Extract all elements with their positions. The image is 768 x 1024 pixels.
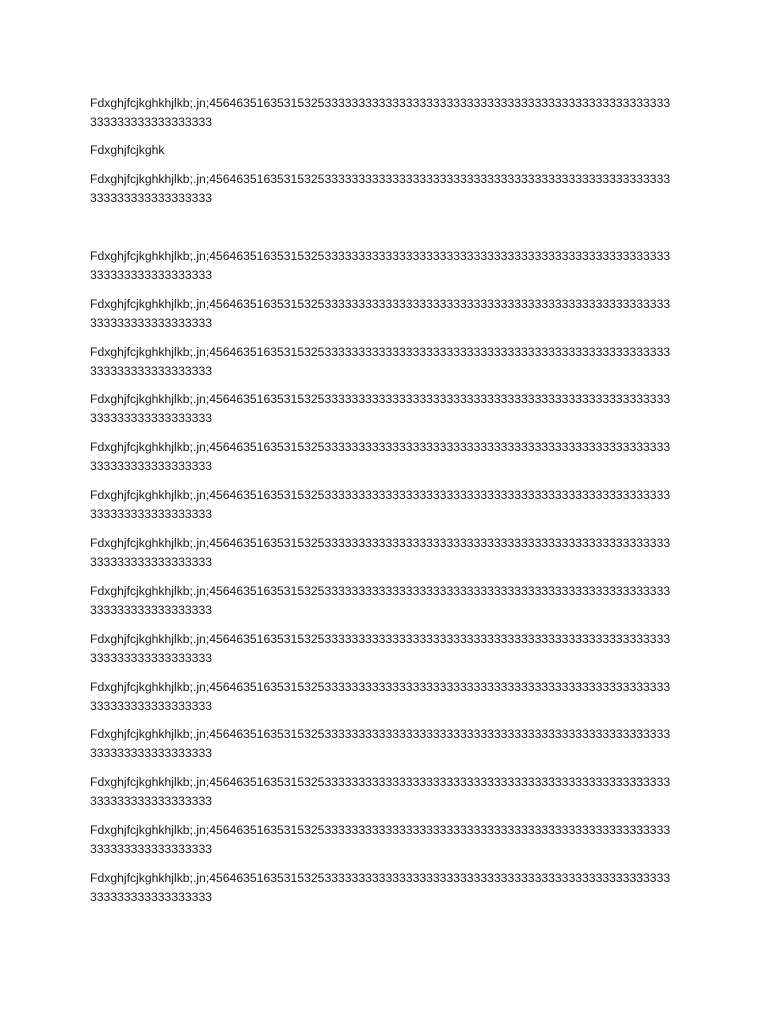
paragraph-line: 333333333333333333	[90, 411, 213, 425]
paragraph	[90, 582, 690, 620]
paragraph	[90, 534, 690, 572]
paragraph-line: 333333333333333333	[90, 316, 213, 330]
paragraph-line: 333333333333333333	[90, 746, 213, 760]
paragraph-line: 333333333333333333	[90, 507, 213, 521]
paragraph-line: 333333333333333333	[90, 890, 213, 904]
paragraph-line: Fdxghjfcjkghkhjlkb;.jn;45646351635315325333333333333333333333333333333333333333333333333333	[90, 96, 671, 110]
paragraph-line: Fdxghjfcjkghkhjlkb;.jn;45646351635315325333333333333333333333333333333333333333333333333333	[90, 172, 671, 186]
paragraph-line: 333333333333333333	[90, 555, 213, 569]
paragraph-line: Fdxghjfcjkghkhjlkb;.jn;45646351635315325333333333333333333333333333333333333333333333333333	[90, 440, 671, 454]
paragraph	[90, 630, 690, 668]
paragraph-line: Fdxghjfcjkghkhjlkb;.jn;45646351635315325333333333333333333333333333333333333333333333333333	[90, 871, 671, 885]
paragraph	[90, 390, 690, 428]
paragraph-line: Fdxghjfcjkghkhjlkb;.jn;45646351635315325333333333333333333333333333333333333333333333333333	[90, 249, 671, 263]
paragraph-line: Fdxghjfcjkghkhjlkb;.jn;45646351635315325333333333333333333333333333333333333333333333333333	[90, 775, 671, 789]
paragraph-line: 333333333333333333	[90, 842, 213, 856]
paragraph-line: 333333333333333333	[90, 115, 213, 129]
paragraph	[90, 773, 690, 811]
paragraph	[90, 141, 690, 160]
paragraph	[90, 343, 690, 381]
paragraph-line: 333333333333333333	[90, 794, 213, 808]
paragraph-line: Fdxghjfcjkghkhjlkb;.jn;45646351635315325333333333333333333333333333333333333333333333333333	[90, 488, 671, 502]
paragraph	[90, 295, 690, 333]
paragraph-line: Fdxghjfcjkghkhjlkb;.jn;45646351635315325333333333333333333333333333333333333333333333333333	[90, 536, 671, 550]
paragraph	[90, 94, 690, 132]
paragraph-line: Fdxghjfcjkghkhjlkb;.jn;45646351635315325333333333333333333333333333333333333333333333333333	[90, 345, 671, 359]
paragraph-line: Fdxghjfcjkghkhjlkb;.jn;45646351635315325333333333333333333333333333333333333333333333333333	[90, 727, 671, 741]
paragraph	[90, 247, 690, 285]
paragraph-line: Fdxghjfcjkghk	[90, 143, 165, 157]
paragraph-line: Fdxghjfcjkghkhjlkb;.jn;45646351635315325333333333333333333333333333333333333333333333333333	[90, 823, 671, 837]
paragraph	[90, 678, 690, 716]
paragraph-line: 333333333333333333	[90, 699, 213, 713]
paragraph-line: Fdxghjfcjkghkhjlkb;.jn;45646351635315325333333333333333333333333333333333333333333333333333	[90, 680, 671, 694]
paragraph-line: Fdxghjfcjkghkhjlkb;.jn;45646351635315325333333333333333333333333333333333333333333333333333	[90, 584, 671, 598]
paragraph-line: 333333333333333333	[90, 651, 213, 665]
paragraph-line: 333333333333333333	[90, 603, 213, 617]
paragraph	[90, 170, 690, 208]
paragraph	[90, 438, 690, 476]
paragraph	[90, 869, 690, 907]
paragraph-line: 333333333333333333	[90, 268, 213, 282]
paragraph	[90, 725, 690, 763]
paragraph-line: Fdxghjfcjkghkhjlkb;.jn;45646351635315325333333333333333333333333333333333333333333333333333	[90, 392, 671, 406]
paragraph-line: 333333333333333333	[90, 364, 213, 378]
paragraph	[90, 821, 690, 859]
paragraph-line: Fdxghjfcjkghkhjlkb;.jn;45646351635315325333333333333333333333333333333333333333333333333333	[90, 632, 671, 646]
paragraph-line: 333333333333333333	[90, 459, 213, 473]
paragraph-line: Fdxghjfcjkghkhjlkb;.jn;45646351635315325333333333333333333333333333333333333333333333333333	[90, 297, 671, 311]
paragraph	[90, 486, 690, 524]
paragraph-line: 333333333333333333	[90, 191, 213, 205]
